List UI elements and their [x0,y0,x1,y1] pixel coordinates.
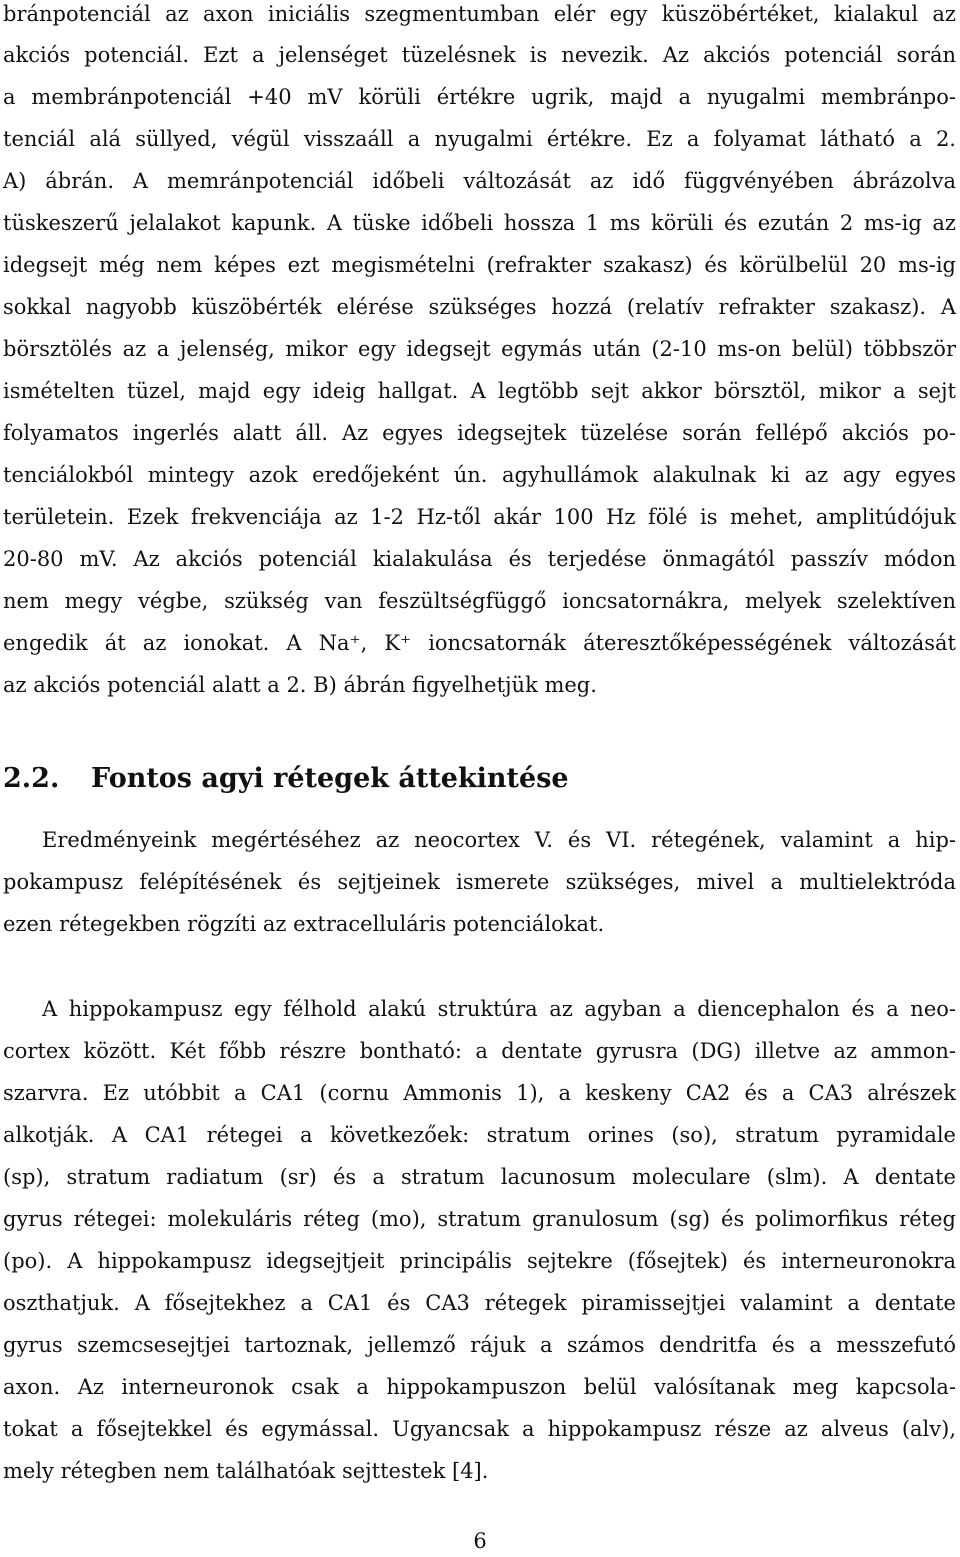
text-line: nem megy végbe, szükség van feszültségfüggő ioncsatornákra, melyek szelektíven [3,589,956,613]
text-line: (sp), stratum radiatum (sr) és a stratum lacunosum moleculare (slm). A dentate [3,1165,956,1189]
page-number: 6 [473,1529,487,1553]
text-line: 20-80 mV. Az akciós potenciál kialakulása és terjedése önmagától passzív módon [3,547,956,571]
text-line: pokampusz felépítésének és sejtjeinek ismerete szükséges, mivel a multielektróda [3,870,956,894]
text-line: sokkal nagyobb küszöbérték elérése szükséges hozzá (relatív refrakter szakasz). A [3,295,956,319]
section-title: Fontos agyi rétegek áttekintése [91,763,569,794]
text-line: oszthatjuk. A fősejtekhez a CA1 és CA3 rétegek piramissejtjei valamint a dentate [3,1291,956,1315]
text-line: (po). A hippokampusz idegsejtjeit principális sejtekre (fősejtek) és interneuronokra [3,1249,956,1273]
text-line: az akciós potenciál alatt a 2. B) ábrán figyelhetjük meg. [3,673,597,697]
text-line: gyrus szemcsesejtjei tartoznak, jellemző rájuk a számos dendritfa és a messzefutó [3,1333,956,1357]
text-line: ismételten tüzel, majd egy ideig hallgat. A legtöbb sejt akkor börsztöl, mikor a sejt [3,379,956,403]
text-line: börsztölés az a jelenség, mikor egy idegsejt egymás után (2-10 ms-on belül) többször [3,337,956,361]
section-heading [3,757,569,801]
text-line: mely rétegben nem találhatóak sejttestek [4]. [3,1459,489,1483]
text-line: bránpotenciál az axon iniciális szegmentumban elér egy küszöbértéket, kialakul az [3,2,956,26]
text-line: tüskeszerű jelalakot kapunk. A tüske időbeli hossza 1 ms körüli és ezután 2 ms-ig az [3,211,956,235]
text-line: tenciál alá süllyed, végül visszaáll a nyugalmi értékre. Ez a folyamat látható a 2. [3,127,956,151]
text-line: A hippokampusz egy félhold alakú struktúra az agyban a diencephalon és a neo- [42,997,956,1021]
section-number: 2.2. [3,763,60,794]
text-line: folyamatos ingerlés alatt áll. Az egyes idegsejtek tüzelése során fellépő akciós po- [3,421,956,445]
text-line: tenciálokból mintegy azok eredőjeként ún. agyhullámok alakulnak ki az agy egyes [3,463,956,487]
text-line: Eredményeink megértéséhez az neocortex V. és VI. rétegének, valamint a hip- [42,828,956,852]
text-line: ezen rétegekben rögzíti az extracelluláris potenciálokat. [3,912,605,936]
text-line: engedik át az ionokat. A Na⁺, K⁺ ioncsatornák áteresztőképességének változását [3,631,956,655]
text-line: gyrus rétegei: molekuláris réteg (mo), stratum granulosum (sg) és polimorfikus réteg [3,1207,956,1231]
text-line: a membránpotenciál +40 mV körüli értékre ugrik, majd a nyugalmi membránpo- [3,85,956,109]
text-line: tokat a fősejtekkel és egymással. Ugyancsak a hippokampusz része az alveus (alv), [3,1417,956,1441]
text-line: axon. Az interneuronok csak a hippokampuszon belül valósítanak meg kapcsola- [3,1375,956,1399]
text-line: szarvra. Ez utóbbit a CA1 (cornu Ammonis 1), a keskeny CA2 és a CA3 alrészek [3,1081,956,1105]
text-line: akciós potenciál. Ezt a jelenséget tüzelésnek is nevezik. Az akciós potenciál során [3,43,956,67]
text-line: A) ábrán. A memránpotenciál időbeli változását az idő függvényében ábrázolva [3,169,956,193]
text-line: területein. Ezek frekvenciája az 1-2 Hz-től akár 100 Hz fölé is mehet, amplitúdójuk [3,505,956,529]
text-line: idegsejt még nem képes ezt megismételni (refrakter szakasz) és körülbelül 20 ms-ig [3,253,956,277]
text-line: cortex között. Két főbb részre bontható: a dentate gyrusra (DG) illetve az ammon- [3,1039,956,1063]
text-line: alkotják. A CA1 rétegei a következőek: stratum orines (so), stratum pyramidale [3,1123,956,1147]
